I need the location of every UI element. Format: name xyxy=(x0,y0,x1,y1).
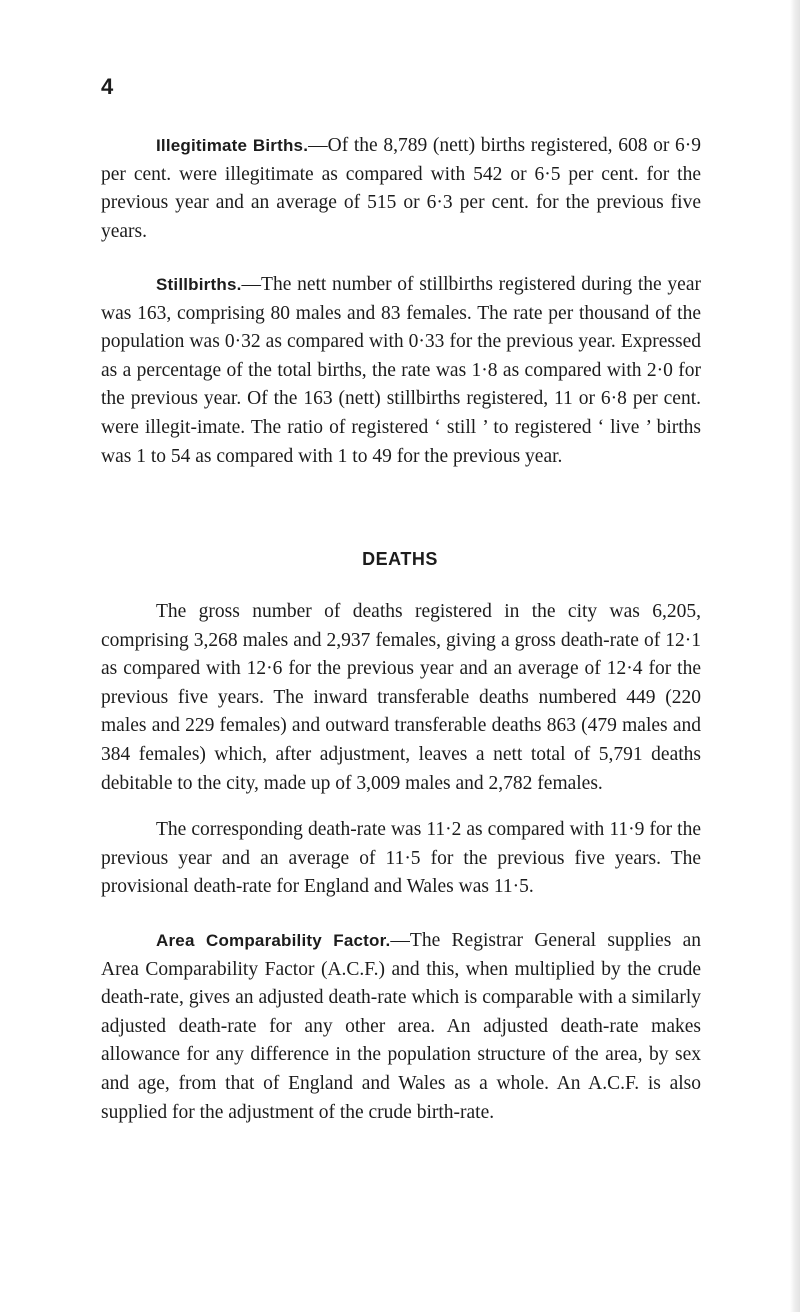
page-number: 4 xyxy=(101,74,114,99)
page-edge-shadow xyxy=(790,0,800,1312)
deaths-paragraph-2: The corresponding death-rate was 11·2 as compared with 11·9 for the previous year and an average of 11·5 for the previous five years. The provisional death-rate for England and Wales was 11·5. xyxy=(101,819,701,898)
acf-text: —The Registrar General supplies an Area Comparability Factor (A.C.F.) and this, when multiplied by the crude death-rate, gives an adjusted death-rate which is comparable with a similarly adjusted death-rate for any other area. An adjusted death-rate makes allowance for any difference in the population structure of the area, by sex and age, from that of England and Wales as a whole. An A.C.F. is also supplied for the adjustment of the crude birth-rate. xyxy=(101,930,701,1123)
deaths-section-title: DEATHS xyxy=(362,549,438,569)
acf-paragraph xyxy=(101,927,701,1127)
illegitimate-births-paragraph xyxy=(101,132,701,246)
stillbirths-paragraph xyxy=(101,271,701,471)
acf-heading: Area Comparability Factor. xyxy=(156,931,391,950)
illegitimate-births-heading: Illegitimate Births. xyxy=(156,136,309,155)
illegitimate-births-text: —Of the 8,789 (nett) births registered, 608 or 6·9 per cent. were illegitimate as compared with 542 or 6·5 per cent. for the previous year and an average of 515 or 6·3 per cent. for the previous five years. xyxy=(101,135,701,242)
deaths-paragraph-1: The gross number of deaths registered in the city was 6,205, comprising 3,268 males and 2,937 females, giving a gross death-rate of 12·1 as compared with 12·6 for the previous year and an average of 12·4 for the previous five years. The inward transferable deaths numbered 449 (220 males and 229 females) and outward transferable deaths 863 (479 males and 384 females) which, after adjustment, leaves a nett total of 5,791 deaths debitable to the city, made up of 3,009 males and 2,782 females. xyxy=(101,601,701,794)
stillbirths-heading: Stillbirths. xyxy=(156,275,242,294)
stillbirths-text: —The nett number of stillbirths registered during the year was 163, comprising 80 males and 83 females. The rate per thousand of the population was 0·32 as compared with 0·33 for the previous year. Expressed as a percentage of the total births, the rate was 1·8 as compared with 2·0 for the previous year. Of the 163 (nett) stillbirths registered, 11 or 6·8 per cent. were illegit-imate. The ratio of registered ‘ still ’ to registered ‘ live ’ births was 1 to 54 as compared with 1 to 49 for the previous year. xyxy=(101,274,701,467)
